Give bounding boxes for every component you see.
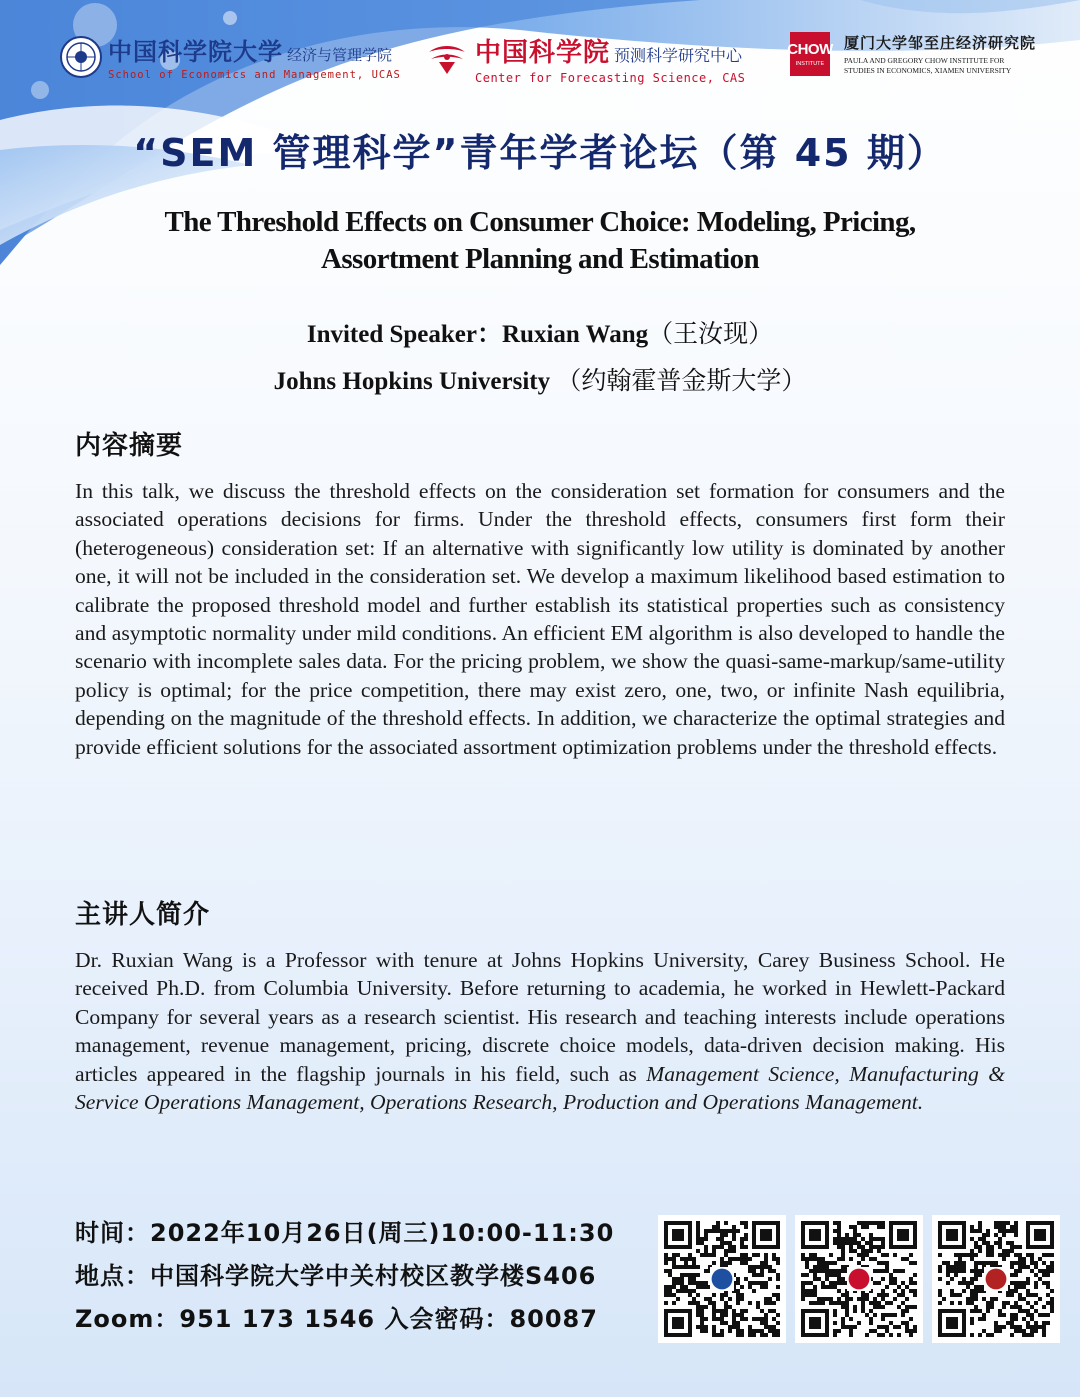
- qr-code-icon: [801, 1221, 917, 1337]
- talk-title-line-2: Assortment Planning and Estimation: [320, 243, 760, 275]
- cas-name-en: Center for Forecasting Science, CAS: [475, 71, 746, 85]
- bio-paragraph: [75, 946, 1005, 1116]
- speaker-affiliation-cn: （约翰霍普金斯大学）: [556, 366, 807, 395]
- event-place: 地点：中国科学院大学中关村校区教学楼S406: [75, 1262, 597, 1290]
- ucas-name-cn: 中国科学院大学: [108, 37, 283, 66]
- header-logos: [0, 22, 1080, 92]
- ucas-school-cn: 经济与管理学院: [287, 46, 393, 64]
- speaker-name: Ruxian Wang: [502, 321, 649, 348]
- xmu-name-cn: 厦门大学邹至庄经济研究院: [844, 34, 1037, 52]
- ucas-logo: [60, 32, 401, 81]
- chow-institute-badge: CHOW INSTITUTE: [790, 32, 830, 76]
- speaker-label: Invited Speaker：: [306, 321, 502, 348]
- xmu-chow-logo: [787, 32, 1037, 76]
- qr-code-icon: [938, 1221, 1054, 1337]
- ucas-name-en: School of Economics and Management, UCAS: [108, 69, 401, 81]
- event-zoom: Zoom：951 173 1546 入会密码：80087: [75, 1305, 598, 1333]
- speaker-name-cn: （王汝现）: [648, 319, 774, 348]
- bio-text: Dr. Ruxian Wang is a Professor with tenure at Johns Hopkins University, Carey Business School. He received Ph.D. from Columbia University. Before returning to academia, he worked in Hewlett-Packard Company for several years as a research scientist. His research and teaching interests include operations management, revenue management, pricing, discrete choice models, data-driven decision making. His articles appeared in the flagship journals in his field, such as: [75, 948, 1005, 1086]
- cas-name-cn: 中国科学院: [475, 38, 611, 68]
- event-time: 时间：2022年10月26日(周三)10:00-11:30: [75, 1219, 615, 1247]
- ucas-qr-code[interactable]: [658, 1215, 786, 1343]
- bio-heading: 主讲人简介: [75, 900, 211, 930]
- talk-title: [90, 204, 990, 278]
- speaker-line: [0, 314, 1080, 350]
- ucas-emblem-icon: [60, 36, 102, 78]
- xmu-name-en-2: STUDIES IN ECONOMICS, XIAMEN UNIVERSITY: [844, 66, 1012, 75]
- affiliation-line: [0, 361, 1080, 397]
- xmu-name-en-1: PAULA AND GREGORY CHOW INSTITUTE FOR: [844, 56, 1005, 65]
- cas-logo: [425, 32, 745, 85]
- abstract-text: In this talk, we discuss the threshold effects on the consideration set formation for consumers and the associated operations decisions for firms. Under the threshold effects, consumers first form their (heterogeneous) consideration set: If an alternative with significantly low utility is dominated by another one, it will not be included in the consideration set. We develop a maximum likelihood based estimation to calibrate the proposed threshold model and further establish its statistical properties such as consistency and asymptotic normality under mild conditions. An efficient EM algorithm is also developed to handle the scenario with incomplete sales data. For the pricing problem, we show the quasi-same-markup/same-utility policy is optimal; for the price competition, there may exist zero, one, two, or infinite Nash equilibria, depending on the magnitude of the threshold effects. In addition, we characterize the optimal strategies and provide efficient solutions for the associated assortment optimization problems under the threshold effects.: [75, 479, 1005, 759]
- cas-qr-code[interactable]: [795, 1215, 923, 1343]
- cas-emblem-icon: [425, 42, 469, 76]
- talk-title-line-1: The Threshold Effects on Consumer Choice: Modeling, Pricing,: [164, 206, 916, 238]
- qr-code-icon: [664, 1221, 780, 1337]
- forum-title: “SEM 管理科学”青年学者论坛（第 45 期）: [133, 131, 947, 175]
- bio-journals: Management Science, Manufacturing & Service Operations Management, Operations Research, Production and Operations Management.: [75, 1061, 1006, 1115]
- abstract-heading: 内容摘要: [75, 431, 184, 461]
- speaker-affiliation: Johns Hopkins University: [273, 368, 551, 395]
- xmu-qr-code[interactable]: [932, 1215, 1060, 1343]
- cas-center-cn: 预测科学研究中心: [614, 46, 743, 65]
